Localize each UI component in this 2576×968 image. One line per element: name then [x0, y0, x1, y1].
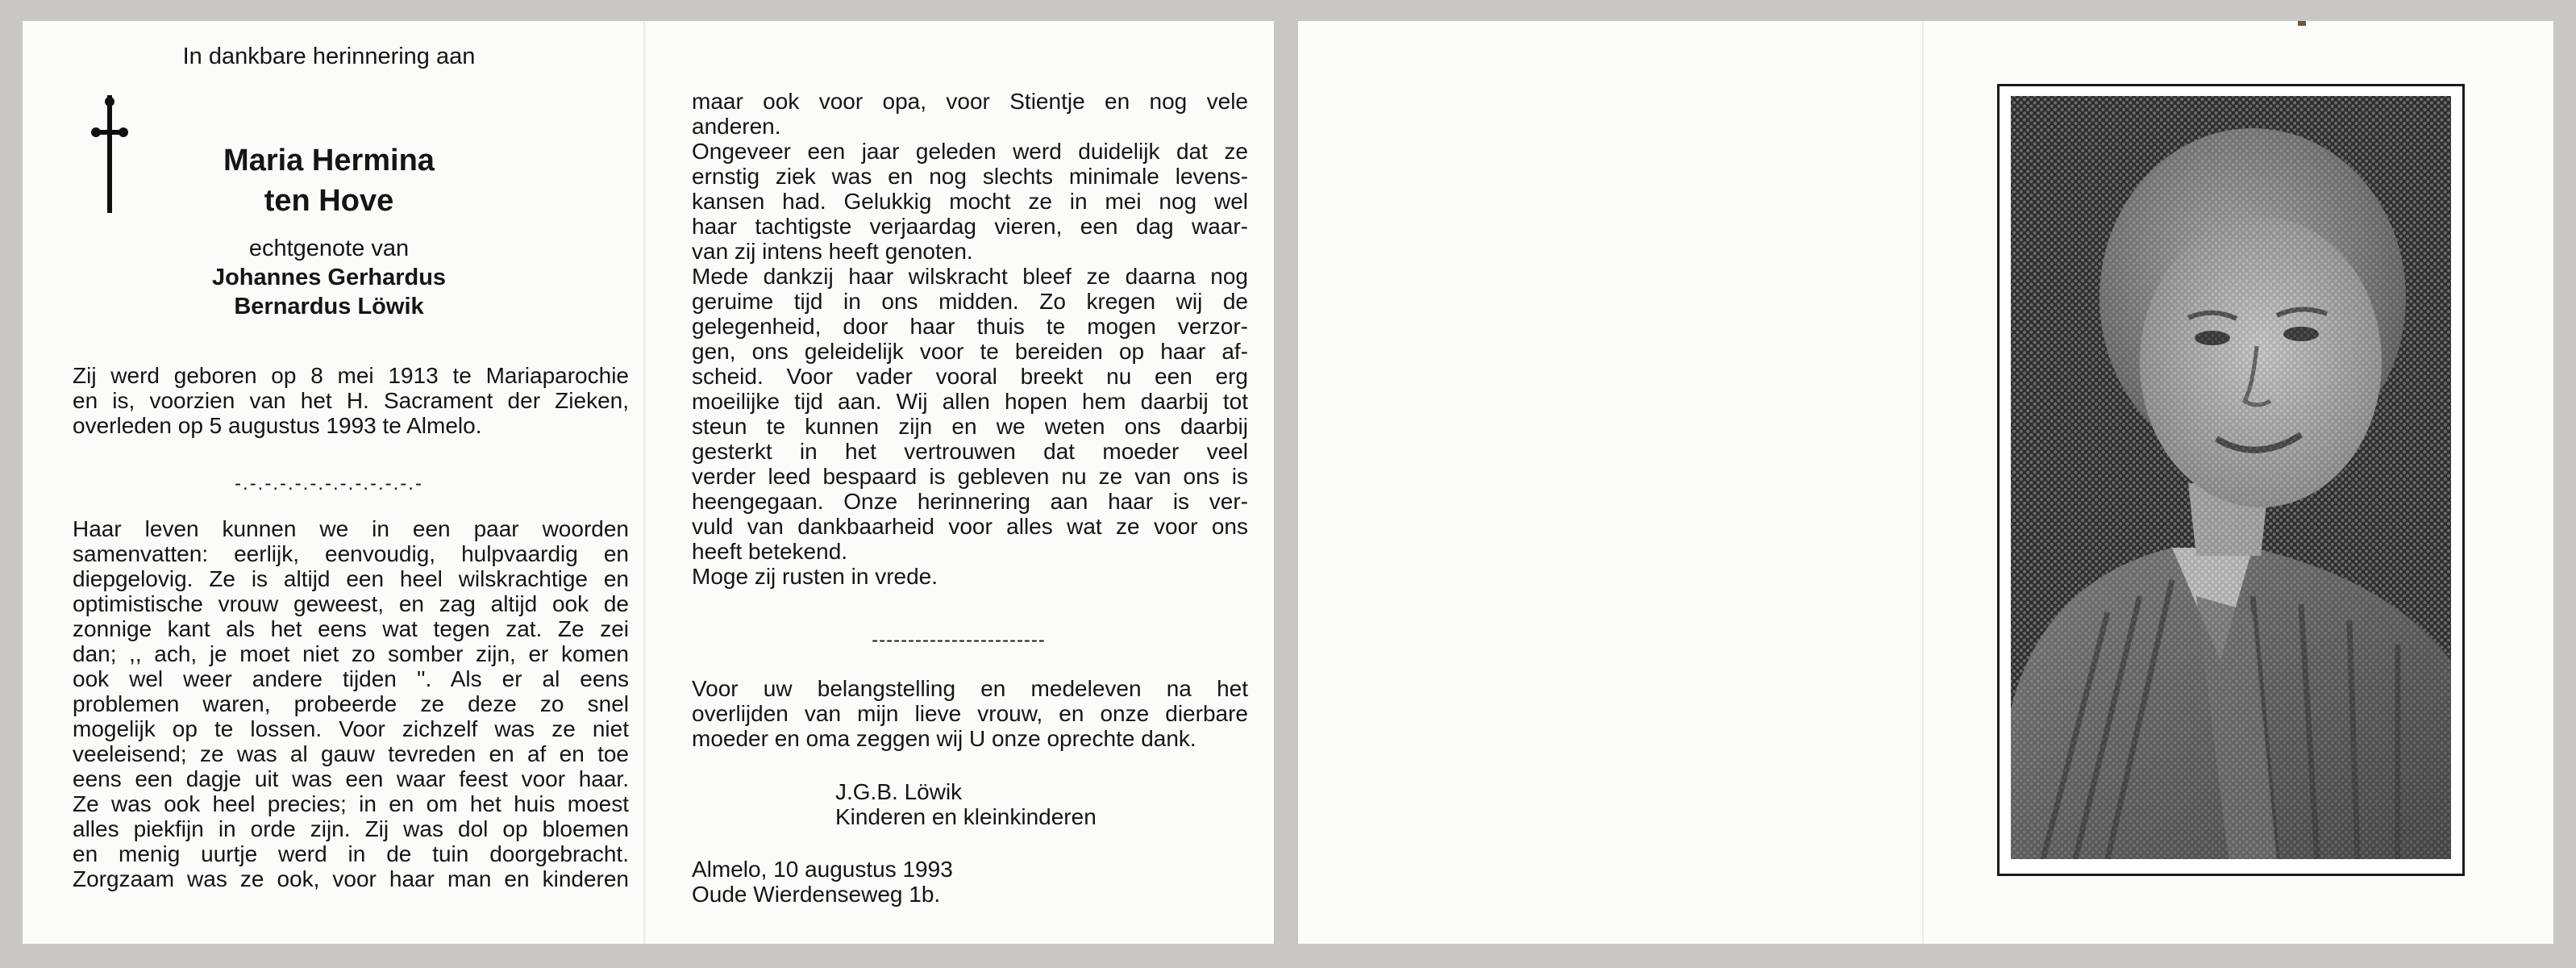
- middle-line: anderen.: [692, 114, 781, 139]
- deceased-name-line2: ten Hove: [264, 184, 394, 218]
- life-line: en menig uurtje werd in de tuin doorgebracht.: [73, 841, 629, 866]
- thanks-line: Voor uw belangstelling en medeleven na het: [692, 676, 1248, 701]
- deceased-name-line1: Maria Hermina: [223, 144, 435, 177]
- spouse-block: [23, 234, 635, 321]
- middle-line: gelegenheid, door haar thuis te mogen verzor-: [692, 314, 1248, 339]
- signature-block: [835, 779, 1158, 829]
- dashed-separator: ------------------------: [872, 629, 1046, 651]
- fold-line: [1922, 21, 1924, 944]
- life-line: Zorgzaam was ze ook, voor haar man en kinderen: [73, 866, 629, 891]
- signature-line1: J.G.B. Löwik: [835, 779, 963, 804]
- middle-line: Mede dankzij haar wilskracht bleef ze daarna nog: [692, 264, 1248, 289]
- portrait-photo: [2011, 96, 2451, 859]
- birth-line: overleden op 5 augustus 1993 te Almelo.: [73, 413, 482, 438]
- memorial-card-text: [23, 21, 1274, 944]
- spouse-name-line2: Bernardus Löwik: [234, 294, 424, 319]
- middle-line: maar ook voor opa, voor Stientje en nog vele: [692, 89, 1248, 114]
- middle-line: gesterkt in het vertrouwen dat moeder veel: [692, 439, 1248, 464]
- middle-paragraph: [692, 89, 1248, 589]
- middle-line: van zij intens heeft genoten.: [692, 239, 973, 264]
- thanks-line: moeder en oma zeggen wij U onze oprechte dank.: [692, 726, 1196, 751]
- middle-line: geruime tijd in ons midden. Zo kregen wij de: [692, 289, 1248, 314]
- middle-line: Ongeveer een jaar geleden werd duidelijk dat ze: [692, 139, 1248, 164]
- birth-line: Zij werd geboren op 8 mei 1913 te Mariaparochie: [73, 363, 629, 388]
- spouse-name-line1: Johannes Gerhardus: [211, 265, 447, 290]
- life-line: dan; ,, ach, je moet niet zo somber zijn, er komen: [73, 641, 629, 666]
- middle-line: heengegaan. Onze herinnering aan haar is ver-: [692, 489, 1248, 514]
- life-line: veeleisend; ze was al gauw tevreden en af en toe: [73, 741, 629, 766]
- thanks-line: overlijden van mijn lieve vrouw, en onze dierbare: [692, 701, 1248, 726]
- fold-line: [643, 21, 645, 944]
- middle-line: haar tachtigste verjaardag vieren, een dag waar-: [692, 214, 1248, 239]
- life-line: optimistische vrouw geweest, en zag altijd ook de: [73, 591, 629, 616]
- life-line: ook wel weer andere tijden ''. Als er al eens: [73, 666, 629, 691]
- middle-line: moeilijke tijd aan. Wij allen hopen hem daarbij tot: [692, 389, 1248, 414]
- middle-line: vuld van dankbaarheid voor alles wat ze voor ons: [692, 514, 1248, 539]
- place-date: Almelo, 10 augustus 1993: [692, 857, 953, 882]
- middle-line: heeft betekend.: [692, 539, 848, 564]
- address: Oude Wierdenseweg 1b.: [692, 882, 941, 907]
- paper-mark: [2298, 21, 2306, 26]
- middle-line: Moge zij rusten in vrede.: [692, 564, 938, 589]
- middle-line: gen, ons geleidelijk voor te bereiden op haar af-: [692, 339, 1248, 364]
- life-line: Ze was ook heel precies; in en om het huis moest: [73, 791, 629, 816]
- middle-line: ernstig ziek was en nog slechts minimale levens-: [692, 164, 1248, 189]
- dotted-separator: -.-.-.-.-.-.-.-.-.-.-.-.-: [235, 473, 423, 494]
- place-address-block: [692, 857, 1176, 907]
- life-line: diepgelovig. Ze is altijd een heel wilskrachtige en: [73, 566, 629, 591]
- life-line: eens een dagje uit was een waar feest voor haar.: [73, 766, 629, 791]
- deceased-name: [23, 140, 635, 221]
- life-line: Haar leven kunnen we in een paar woorden: [73, 516, 629, 541]
- middle-line: steun te kunnen zijn en we weten ons daarbij: [692, 414, 1248, 439]
- life-line: zonnige kant als het eens wat tegen zat. Ze zei: [73, 616, 629, 641]
- middle-line: verder leed bespaard is gebleven nu ze van ons is: [692, 464, 1248, 489]
- middle-line: kansen had. Gelukkig mocht ze in mei nog wel: [692, 189, 1248, 214]
- life-line: alles piekfijn in orde zijn. Zij was dol op bloemen: [73, 816, 629, 841]
- intro-line: In dankbare herinnering aan: [182, 44, 476, 69]
- middle-line: scheid. Voor vader vooral breekt nu een erg: [692, 364, 1248, 389]
- life-line: samenvatten: eerlijk, eenvoudig, hulpvaardig en: [73, 541, 629, 566]
- life-paragraph: [73, 516, 629, 891]
- memorial-card-photo: [1298, 21, 2553, 944]
- birth-line: en is, voorzien van het H. Sacrament der Zieken,: [73, 388, 629, 413]
- signature-line2: Kinderen en kleinkinderen: [835, 804, 1097, 829]
- life-line: mogelijk op te lossen. Voor zichzelf was ze niet: [73, 716, 629, 741]
- spouse-intro: echtgenote van: [248, 236, 410, 261]
- thanks-paragraph: [692, 676, 1248, 751]
- portrait-image: [2011, 96, 2451, 859]
- photo-frame: [1997, 84, 2465, 876]
- birth-paragraph: [73, 363, 629, 438]
- life-line: problemen waren, probeerde ze deze zo snel: [73, 691, 629, 716]
